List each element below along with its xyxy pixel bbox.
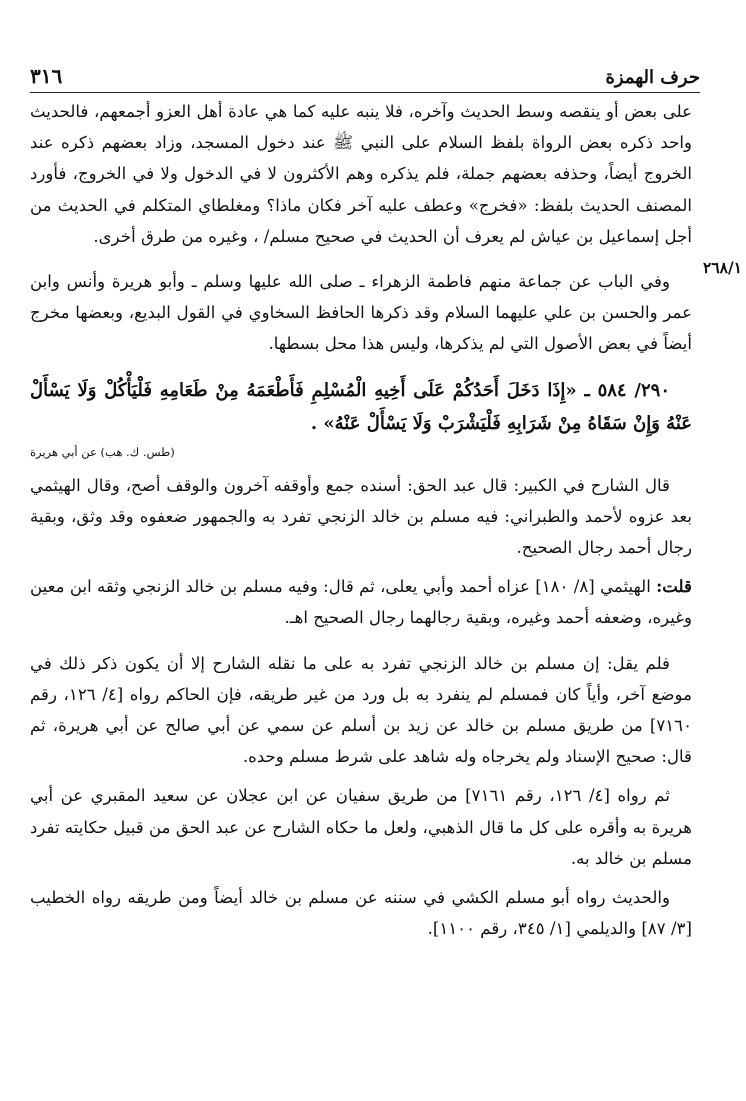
paragraph-7: والحديث رواه أبو مسلم الكشي في سننه عن مسلم بن خالد أيضاً ومن طريقه رواه الخطيب [٣/ ٨٧] والديلمي [١/ ٣٤٥، رقم ١١٠٠]. [30, 888, 692, 939]
page-header [30, 58, 700, 93]
paragraph-5: فلم يقل: إن مسلم بن خالد الزنجي تفرد به على ما نقله الشارح إلا أن يكون ذكر ذلك في موضع آخر، وأياً كان فمسلم لم ينفرد به بل ورد من غير طريقه، فإن الحاكم رواه [٤/ ١٢٦، رقم ٧١٦٠] من طريق مسلم بن خالد عن زيد بن أسلم عن سمي عن أبي صالح عن أبي هريرة، ثم قال: صحيح الإسناد ولم يخرجاه وله شاهد على شرط مسلم وحده. [30, 653, 692, 767]
paragraph-4 [30, 571, 692, 633]
page-body [30, 96, 692, 944]
hadith-number: ٢٩٠/ ٥٨٤ ـ [584, 379, 670, 401]
chapter-title: حرف الهمزة [605, 67, 700, 88]
margin-reference: ٢٦٨/١ [703, 258, 742, 277]
paragraph-3: قال الشارح في الكبير: قال عبد الحق: أسنده جمع وأوقفه آخرون والوقف أصح، وقال الهيثمي بعد عزوه لأحمد والطبراني: فيه مسلم بن خالد الزنجي تفرد به والجمهور ضعفوه وقد وثق، وبقية رجال أحمد رجال الصحيح. [30, 475, 692, 558]
hadith-block [30, 374, 692, 440]
hadith-text: «إِذَا دَخَلَ أَحَدُكُمْ عَلَى أَخِيهِ الْمُسْلِمِ فَأَطْعَمَهُ مِنْ طَعَامِهِ فَلْيَأْكُلْ وَلَا يَسْأَلْ عَنْهُ وَإِنْ سَقَاهُ مِنْ شَرَابِهِ فَلْيَشْرَبْ وَلَا يَسْأَلْ عَنْهُ» . [30, 379, 692, 434]
hadith-source: (طس. ك. هب) عن أبي هريرة [30, 444, 175, 459]
paragraph-4-text: الهيثمي [٨/ ١٨٠] عزاه أحمد وأبي يعلى، ثم قال: وفيه مسلم بن خالد الزنجي وثقه ابن معين وغيره، وضعفه أحمد وغيره، وبقية رجالهما رجال الصحيح اهـ. [30, 577, 692, 628]
page-number: ٣١٦ [30, 64, 63, 88]
paragraph-1: على بعض أو ينقصه وسط الحديث وآخره، فلا ينبه عليه كما هي عادة أهل العزو أجمعهم، فالحديث واحد ذكره بعض الرواة بلفظ السلام على النبي ﷺ عند دخول المسجد، وزاد بعضهم ذكره عند الخروج أيضاً، وحذفه بعضهم جملة، فلم يذكره وهم الأكثرون لا في الدخول ولا في الخروج، فأورد المصنف الحديث بلفظ: «فخرج» وعطف عليه آخر فكان ماذا؟ ومغلطاي المتكلم في الحديث من أجل إسماعيل بن عياش لم يعرف أن الحديث في صحيح مسلم/ ، وغيره من طرق أخرى. [30, 102, 692, 246]
paragraph-6: ثم رواه [٤/ ١٢٦، رقم ٧١٦١] من طريق سفيان عن ابن عجلان عن سعيد المقبري عن أبي هريرة به وأقره على كل ما قال الذهبي، ولعل ما حكاه الشارح عن عبد الحق من قبيل حكايته تفرد مسلم بن خالد به. [30, 786, 692, 868]
paragraph-2: وفي الباب عن جماعة منهم فاطمة الزهراء ـ صلى الله عليها وسلم ـ وأبو هريرة وأنس وابن عمر والحسن بن علي عليهما السلام وقد ذكرها الحافظ السخاوي في القول البديع، وبعضها مخرج أيضاً في بعض الأصول التي لم يذكرها، وليس هذا محل بسطها. [30, 272, 692, 354]
qultu-label: قلت: [656, 576, 692, 597]
